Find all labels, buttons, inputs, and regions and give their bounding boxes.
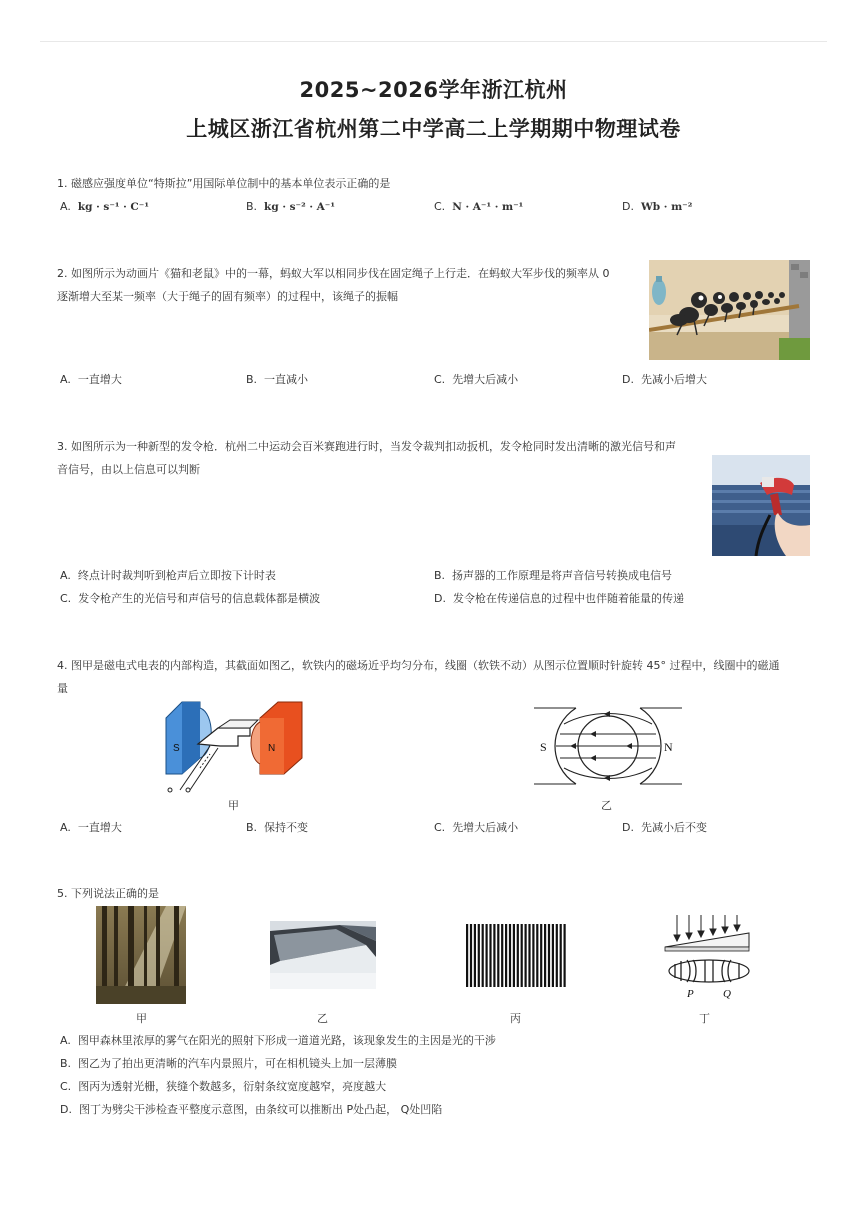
field-lines-figure — [530, 704, 686, 788]
q5-option-b[interactable]: B. 图乙为了拍出更清晰的汽车内景照片，可在相机镜头上加一层薄膜 — [60, 1057, 398, 1070]
label-q: Q — [723, 988, 731, 1000]
q5-caption-jia: 甲 — [136, 1012, 147, 1025]
top-divider — [40, 41, 827, 42]
pole-n-label-b: N — [664, 740, 673, 754]
q3-stem-line1: 3. 如图所示为一种新型的发令枪．杭州二中运动会百米赛跑进行时，当发令裁判扣动扳机，发令枪同时发出清晰的激光信号和声 — [57, 440, 676, 453]
grating-slit — [489, 924, 491, 987]
pole-s-label-b: S — [540, 740, 547, 754]
q5-caption-ding: 丁 — [699, 1012, 710, 1025]
grating-slit — [470, 924, 472, 987]
q4-fig-a-caption: 甲 — [228, 799, 239, 812]
q4-option-d[interactable]: D. 先减小后不变 — [622, 821, 707, 834]
grating-slit — [509, 924, 511, 987]
q3-option-a[interactable]: A. 终点计时裁判听到枪声后立即按下计时表 — [60, 569, 276, 582]
wedge-interference-figure — [661, 913, 751, 1001]
q5-option-c[interactable]: C. 图丙为透射光栅，狭缝个数越多，衍射条纹宽度越窄，亮度越大 — [60, 1080, 387, 1093]
grating-slit — [466, 924, 468, 987]
grating-slit — [513, 924, 515, 987]
grating-slit — [521, 924, 523, 987]
grating-slit — [501, 924, 503, 987]
grating-slit — [528, 924, 530, 987]
grating-slit — [505, 924, 507, 987]
q4-option-c[interactable]: C. 先增大后减小 — [434, 821, 519, 834]
grating-slit — [544, 924, 546, 987]
grating-slit — [548, 924, 550, 987]
meter-structure-figure — [160, 698, 308, 796]
q3-option-c[interactable]: C. 发令枪产生的光信号和声信号的信息载体都是横波 — [60, 592, 321, 605]
grating-slit — [525, 924, 527, 987]
q3-option-d[interactable]: D. 发令枪在传递信息的过程中也伴随着能量的传递 — [434, 592, 684, 605]
starting-pistol-image — [712, 455, 810, 556]
grating-slit — [497, 924, 499, 987]
q2-stem-line1: 2. 如图所示为动画片《猫和老鼠》中的一幕，蚂蚁大军以相同步伐在固定绳子上行走．在蚂蚁大军步伐的频率从 0 — [57, 267, 610, 280]
q5-caption-yi: 乙 — [317, 1012, 328, 1025]
q3-stem-line2: 音信号，由以上信息可以判断 — [57, 463, 200, 476]
q4-option-b[interactable]: B. 保持不变 — [246, 821, 309, 834]
grating-slit — [556, 924, 558, 987]
grating-slit — [517, 924, 519, 987]
q5-caption-bing: 丙 — [510, 1012, 521, 1025]
grating-slit — [536, 924, 538, 987]
q4-option-a[interactable]: A. 一直增大 — [60, 821, 122, 834]
page-title-line1: 2025~2026学年浙江杭州 — [299, 78, 568, 102]
q2-option-b[interactable]: B. 一直减小 — [246, 373, 309, 386]
car-window-image — [270, 921, 376, 989]
q4-stem-line2: 量 — [57, 682, 68, 695]
q1-stem: 1. 磁感应强度单位“特斯拉”用国际单位制中的基本单位表示正确的是 — [57, 177, 391, 190]
q2-option-a[interactable]: A. 一直增大 — [60, 373, 122, 386]
grating-slit — [540, 924, 542, 987]
grating-slit — [532, 924, 534, 987]
q3-option-b[interactable]: B. 扬声器的工作原理是将声音信号转换成电信号 — [434, 569, 673, 582]
q2-stem-line2: 逐渐增大至某一频率（大于绳子的固有频率）的过程中，该绳子的振幅 — [57, 290, 398, 303]
pole-s-label-a: S — [173, 743, 180, 754]
q1-option-c[interactable]: C. N · A⁻¹ · m⁻¹ — [434, 200, 524, 213]
grating-slit — [564, 924, 566, 987]
label-p: P — [687, 988, 694, 1000]
q1-option-d[interactable]: D. Wb · m⁻² — [622, 200, 693, 213]
grating-image — [465, 924, 566, 987]
grating-slit — [474, 924, 476, 987]
grating-slit — [493, 924, 495, 987]
q4-stem-line1: 4. 图甲是磁电式电表的内部构造，其截面如图乙，软铁内的磁场近乎均匀分布，线圈（软铁不动）从图示位置顺时针旋转 45° 过程中，线圈中的磁通 — [57, 659, 780, 672]
grating-slit — [478, 924, 480, 987]
q5-option-a[interactable]: A. 图甲森林里浓厚的雾气在阳光的照射下形成一道道光路，该现象发生的主因是光的干涉 — [60, 1034, 496, 1047]
grating-slit — [486, 924, 488, 987]
q5-option-d[interactable]: D. 图丁为劈尖干涉检查平整度示意图，由条纹可以推断出 P处凸起， Q处凹陷 — [60, 1103, 443, 1116]
grating-slit — [552, 924, 554, 987]
pole-n-label-a: N — [268, 743, 276, 754]
q4-fig-b-caption: 乙 — [601, 799, 612, 812]
q1-option-a[interactable]: A. kg · s⁻¹ · C⁻¹ — [60, 200, 149, 213]
grating-slit — [482, 924, 484, 987]
q1-option-b[interactable]: B. kg · s⁻² · A⁻¹ — [246, 200, 335, 213]
grating-slit — [560, 924, 562, 987]
q2-option-d[interactable]: D. 先减小后增大 — [622, 373, 707, 386]
q2-option-c[interactable]: C. 先增大后减小 — [434, 373, 519, 386]
q5-stem: 5. 下列说法正确的是 — [57, 887, 159, 900]
page-title-line2: 上城区浙江省杭州第二中学高二上学期期中物理试卷 — [186, 117, 681, 141]
forest-light-image — [96, 906, 186, 1004]
ant-army-image — [649, 260, 810, 360]
